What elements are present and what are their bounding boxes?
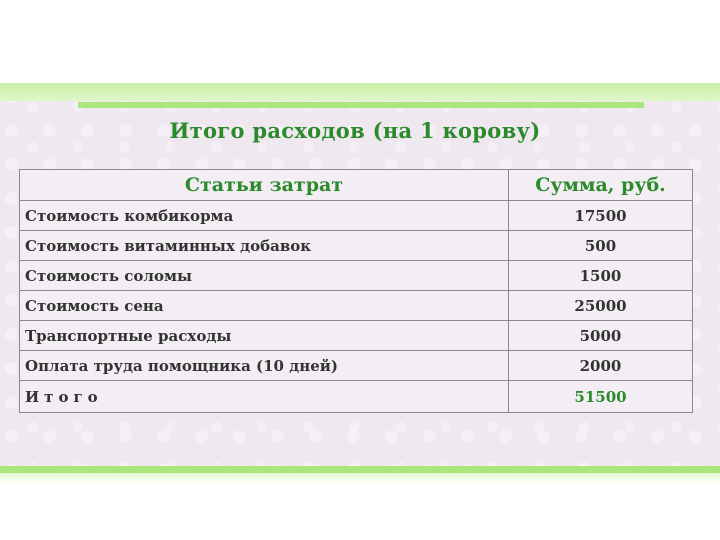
row-amount: 5000 xyxy=(509,321,693,351)
column-header-amount: Сумма, руб. xyxy=(509,170,693,201)
cost-table xyxy=(19,169,693,413)
total-amount: 51500 xyxy=(509,381,693,413)
top-decor-band xyxy=(0,83,720,101)
table-row xyxy=(20,201,693,231)
table-row xyxy=(20,261,693,291)
total-row xyxy=(20,381,693,413)
row-item-name: Оплата труда помощника (10 дней) xyxy=(20,351,509,381)
row-amount: 500 xyxy=(509,231,693,261)
total-label: Итого xyxy=(20,381,509,413)
row-amount: 1500 xyxy=(509,261,693,291)
row-amount: 25000 xyxy=(509,291,693,321)
row-item-name: Стоимость комбикорма xyxy=(20,201,509,231)
table-row xyxy=(20,351,693,381)
row-amount: 17500 xyxy=(509,201,693,231)
page-title: Итого расходов (на 1 корову) xyxy=(169,118,541,143)
table-row xyxy=(20,321,693,351)
column-header-item: Статьи затрат xyxy=(20,170,509,201)
table-header-row xyxy=(20,170,693,201)
row-amount: 2000 xyxy=(509,351,693,381)
row-item-name: Стоимость соломы xyxy=(20,261,509,291)
table-row xyxy=(20,291,693,321)
bottom-decor-band xyxy=(0,473,720,485)
row-item-name: Стоимость сена xyxy=(20,291,509,321)
table-row xyxy=(20,231,693,261)
top-decor-line xyxy=(78,102,644,108)
row-item-name: Транспортные расходы xyxy=(20,321,509,351)
bottom-decor-line xyxy=(0,466,720,473)
row-item-name: Стоимость витаминных добавок xyxy=(20,231,509,261)
